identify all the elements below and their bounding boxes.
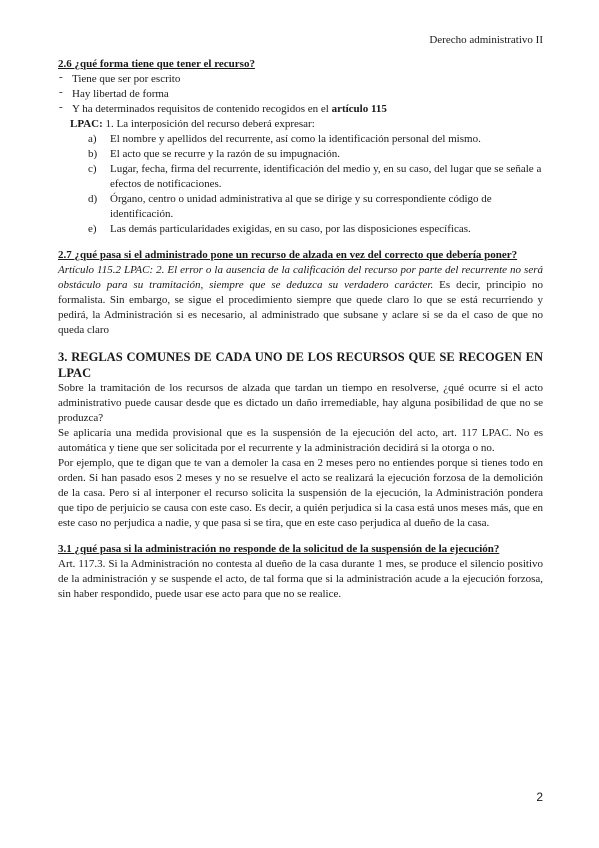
section-2-7-paragraph <box>58 263 543 338</box>
paragraph: Se aplicaría una medida provisional que es la suspensión de la ejecución del acto, art. 117 LPAC. No es automática y tiene que ser solicitada por el recurrente y la administración decidirá si la otorga o no. <box>58 427 543 454</box>
paragraph: Por ejemplo, que te digan que te van a demoler la casa en 2 meses pero no entiendes porque si tienes todo en orden. Si han pasado esos 2 meses y no se resuelve el acto se realizará la ejecución forzosa de la demolición de la casa. Pero si al interponer el recurso solicita la suspensión de la ejecución, la Administración pondera que tipo de perjuicio se causa con este caso. Es decir, a quién perjudica si la casa está unos meses más, que en este caso no perjudica a nadie, y que pasa si se tira, que en este caso perjudica al dueño de la casa. <box>58 457 543 529</box>
section-2-6-heading: 2.6 ¿qué forma tiene que tener el recurso? <box>58 58 255 70</box>
article-reference: artículo 115 <box>331 103 387 115</box>
list-item <box>88 132 543 147</box>
list-item-text: Lugar, fecha, firma del recurrente, identificación del medio y, en su caso, del lugar que se señale a efectos de notificaciones. <box>110 163 542 190</box>
list-item-text: Tiene que ser por escrito <box>72 73 181 85</box>
running-header: Derecho administrativo II <box>429 34 543 46</box>
list-item <box>58 87 543 102</box>
paragraph: Sobre la tramitación de los recursos de alzada que tardan un tiempo en resolverse, ¿qué ocurre si el acto administrativo puede causar desde que es dictado un daño irremediable, hay alguna posibilidad de que no se produzca? <box>58 382 543 424</box>
list-item <box>58 72 543 87</box>
lettered-list <box>88 132 543 237</box>
lpac-label: LPAC: <box>70 118 103 130</box>
list-marker: d) <box>88 193 98 205</box>
page-number: 2 <box>536 790 543 804</box>
list-item <box>88 147 543 162</box>
list-item <box>88 162 543 192</box>
lpac-intro <box>58 117 543 132</box>
section-3-heading: 3. REGLAS COMUNES DE CADA UNO DE LOS RECURSOS QUE SE RECOGEN EN LPAC <box>58 350 543 380</box>
list-item <box>88 222 543 237</box>
list-item <box>88 192 543 222</box>
list-marker: a) <box>88 133 97 145</box>
paragraph: Art. 117.3. Si la Administración no contesta al dueño de la casa durante 1 mes, se produce el silencio positivo de la administración y se suspende el acto, de tal forma que si la administración acude a la ejecución forzosa, sin haber respondido, puede usar ese acto para que no se realice. <box>58 558 543 600</box>
requirements-list <box>58 72 543 117</box>
lpac-text: 1. La interposición del recurso deberá expresar: <box>105 118 315 130</box>
list-marker: e) <box>88 223 97 235</box>
list-item-text: Y ha determinados requisitos de contenido recogidos en el <box>72 103 329 115</box>
list-item-text: El acto que se recurre y la razón de su impugnación. <box>110 148 340 160</box>
list-item-text: Las demás particularidades exigidas, en su caso, por las disposiciones específicas. <box>110 223 471 235</box>
document-body <box>58 57 543 602</box>
list-item-text: Hay libertad de forma <box>72 88 169 100</box>
quoted-article-text: Artículo 115.2 LPAC: 2. El error o la ausencia de la calificación del recurso por parte del recurrente no será obstáculo para su tramitación, siempre que se deduzca su verdadero carácter. <box>58 264 543 291</box>
section-2-7-heading: 2.7 ¿qué pasa si el administrado pone un recurso de alzada en vez del correcto que debería poner? <box>58 249 518 261</box>
list-marker: b) <box>88 148 98 160</box>
section-3-1-heading: 3.1 ¿qué pasa si la administración no responde de la solicitud de la suspensión de la ejecución? <box>58 543 500 555</box>
list-item <box>58 102 543 117</box>
list-marker: c) <box>88 163 97 175</box>
paragraph-text: Es decir, principio no formalista. Sin embargo, se sigue el procedimiento siempre que quede claro lo que se está recurriendo y pedirá, la Administración si es necesario, al administrado que subsane y aclare si se da el caso de que no queda claro <box>58 279 543 336</box>
list-item-text: Órgano, centro o unidad administrativa al que se dirige y su correspondiente código de identificación. <box>110 193 492 220</box>
list-item-text: El nombre y apellidos del recurrente, así como la identificación personal del mismo. <box>110 133 481 145</box>
